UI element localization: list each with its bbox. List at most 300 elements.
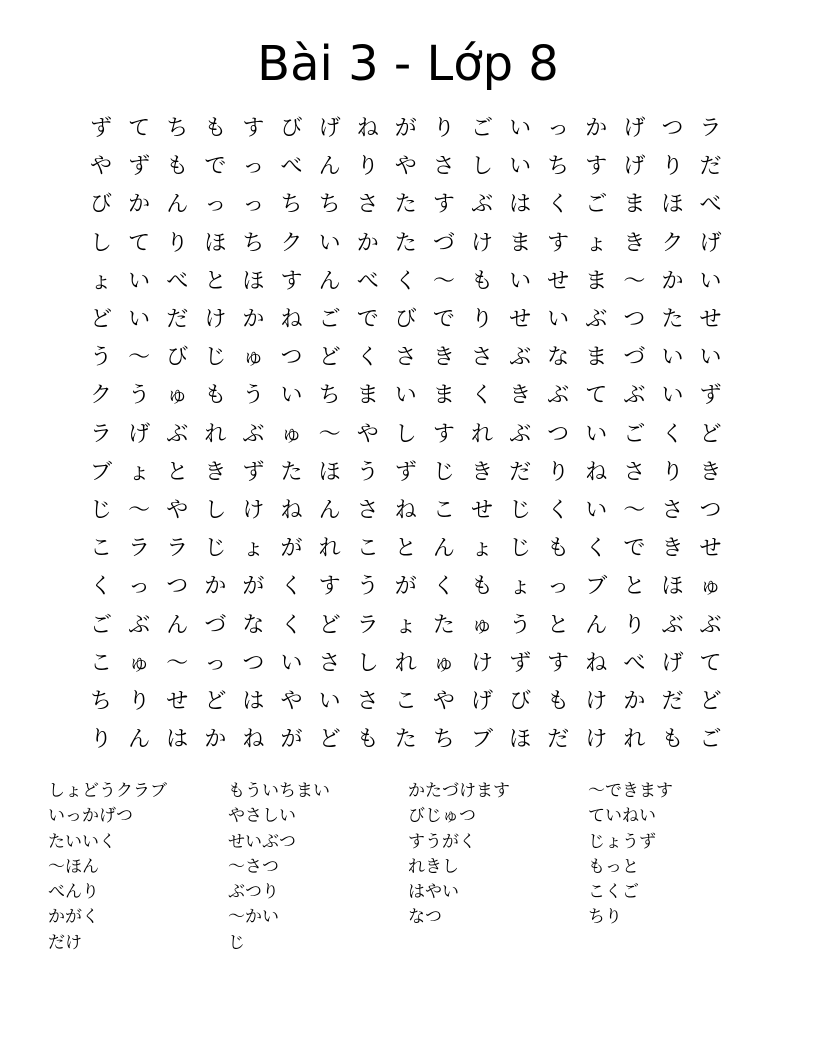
grid-cell: す [432,192,455,218]
grid-cell: ご [585,192,608,218]
grid-cell: れ [470,421,493,447]
grid-cell: ず [90,116,113,142]
grid-cell: す [585,154,608,180]
grid-cell: さ [432,154,455,180]
grid-cell: も [204,383,227,409]
grid-cell: け [242,497,265,523]
grid-cell: ん [318,268,341,294]
grid-cell: か [204,727,227,753]
word-list-item: じょうず [588,831,656,852]
grid-cell: と [547,612,570,638]
grid-cell: ん [166,612,189,638]
grid-cell: ね [242,727,265,753]
grid-cell: げ [128,421,151,447]
grid-cell: さ [470,345,493,371]
grid-cell: も [204,116,227,142]
grid-cell: ね [280,307,303,333]
grid-cell: じ [509,536,532,562]
grid-cell: て [128,230,151,256]
grid-cell: き [661,536,684,562]
grid-cell: ゅ [432,650,455,676]
grid-cell: ち [242,230,265,256]
grid-cell: ど [318,612,341,638]
grid-cell: だ [509,459,532,485]
grid-cell: ゅ [470,612,493,638]
grid-cell: が [242,574,265,600]
grid-cell: ク [280,230,303,256]
grid-cell: ブ [585,574,608,600]
grid-cell: べ [280,154,303,180]
grid-cell: び [166,345,189,371]
word-list-item: びじゅつ [408,806,476,827]
grid-cell: だ [547,727,570,753]
grid-cell: じ [432,459,455,485]
grid-cell: つ [699,497,722,523]
grid-cell: ち [432,727,455,753]
grid-cell: で [623,536,646,562]
grid-cell: で [204,154,227,180]
grid-cell: く [470,383,493,409]
grid-cell: き [470,459,493,485]
grid-row [82,225,742,263]
grid-cell: せ [166,688,189,714]
word-list-item: たいいく [48,831,116,852]
grid-cell: だ [661,688,684,714]
grid-cell: も [470,574,493,600]
grid-cell: ラ [356,612,379,638]
grid-cell: つ [547,421,570,447]
word-list-item: もっと [588,856,639,877]
grid-cell: ぶ [661,612,684,638]
word-list-item: べんり [48,882,99,903]
grid-cell: ほ [242,268,265,294]
grid-cell: っ [128,574,151,600]
grid-cell: し [204,497,227,523]
grid-cell: や [432,688,455,714]
grid-cell: ぶ [128,612,151,638]
grid-cell: り [547,459,570,485]
grid-cell: ほ [509,727,532,753]
grid-cell: た [394,230,417,256]
grid-cell: き [204,459,227,485]
word-list-item: せいぶつ [228,831,296,852]
grid-cell: ぶ [547,383,570,409]
grid-cell: じ [204,345,227,371]
grid-row [82,645,742,683]
grid-cell: す [547,230,570,256]
grid-cell: す [280,268,303,294]
grid-cell: ラ [128,536,151,562]
grid-cell: っ [242,192,265,218]
grid-cell: ど [318,345,341,371]
grid-cell: し [470,154,493,180]
grid-cell: く [432,574,455,600]
grid-cell: ま [585,268,608,294]
page-title: Bài 3 - Lớp 8 [257,36,559,92]
grid-cell: ね [280,497,303,523]
grid-cell: ん [318,154,341,180]
grid-cell: ぶ [623,383,646,409]
grid-cell: ょ [470,536,493,562]
grid-cell: い [128,268,151,294]
grid-cell: れ [394,650,417,676]
grid-cell: り [356,154,379,180]
grid-cell: く [661,421,684,447]
grid-cell: づ [623,345,646,371]
grid-cell: ん [432,536,455,562]
grid-cell: と [204,268,227,294]
word-search-grid [82,110,742,759]
grid-cell: 〜 [128,345,151,371]
word-list-item: しょどうクラブ [48,781,167,801]
grid-cell: ょ [90,268,113,294]
grid-cell: う [356,574,379,600]
grid-cell: い [585,497,608,523]
grid-cell: ち [280,192,303,218]
grid-cell: 〜 [432,268,455,294]
grid-row [82,186,742,224]
word-list-item: なつ [408,907,442,928]
grid-cell: せ [699,536,722,562]
word-list-item: ぶつり [228,882,279,903]
grid-cell: か [585,116,608,142]
grid-cell: い [280,650,303,676]
grid-cell: が [394,116,417,142]
grid-cell: か [356,230,379,256]
grid-cell: ち [166,116,189,142]
grid-cell: こ [90,650,113,676]
grid-cell: け [585,727,608,753]
grid-cell: て [128,116,151,142]
grid-cell: 〜 [318,421,341,447]
grid-cell: と [166,459,189,485]
grid-cell: く [547,497,570,523]
grid-cell: っ [547,574,570,600]
grid-cell: だ [699,154,722,180]
grid-cell: け [204,307,227,333]
grid-cell: さ [356,192,379,218]
word-list-item: やさしい [228,806,296,827]
grid-cell: づ [432,230,455,256]
grid-cell: じ [509,497,532,523]
grid-cell: ぶ [166,421,189,447]
grid-row [82,721,742,759]
grid-cell: ん [585,612,608,638]
grid-cell: べ [356,268,379,294]
grid-cell: こ [90,536,113,562]
grid-cell: ち [90,688,113,714]
grid-cell: ん [166,192,189,218]
grid-cell: れ [204,421,227,447]
grid-cell: な [547,345,570,371]
grid-cell: く [356,345,379,371]
grid-cell: っ [242,154,265,180]
grid-cell: い [509,268,532,294]
grid-cell: も [547,688,570,714]
grid-cell: ょ [128,459,151,485]
grid-cell: ぶ [585,307,608,333]
grid-cell: ま [585,345,608,371]
grid-cell: ま [356,383,379,409]
word-list-item: もういちまい [228,781,330,801]
grid-cell: ご [623,421,646,447]
grid-cell: ず [128,154,151,180]
grid-cell: 〜 [623,497,646,523]
grid-cell: く [394,268,417,294]
grid-cell: ぶ [470,192,493,218]
grid-cell: せ [547,268,570,294]
grid-cell: さ [661,497,684,523]
grid-cell: さ [623,459,646,485]
word-list-item: ちり [588,907,622,928]
grid-cell: す [432,421,455,447]
grid-cell: き [699,459,722,485]
word-list-item: こくご [588,882,639,903]
grid-cell: り [128,688,151,714]
grid-cell: れ [623,727,646,753]
grid-cell: け [470,230,493,256]
grid-cell: て [585,383,608,409]
grid-row [82,683,742,721]
grid-cell: か [661,268,684,294]
grid-cell: さ [394,345,417,371]
grid-cell: た [280,459,303,485]
word-list-item: 〜ほん [48,856,99,877]
grid-cell: れ [318,536,341,562]
grid-cell: し [356,650,379,676]
grid-row [82,301,742,339]
word-list-item: じ [228,932,245,953]
grid-cell: ず [394,459,417,485]
word-list-item: すうがく [408,831,476,852]
grid-cell: か [128,192,151,218]
grid-cell: げ [661,650,684,676]
grid-cell: ク [661,230,684,256]
grid-cell: で [356,307,379,333]
grid-cell: は [166,727,189,753]
grid-row [82,530,742,568]
grid-cell: ち [318,192,341,218]
word-list-item: いっかげつ [48,806,133,827]
grid-cell: ど [699,688,722,714]
word-list-column [408,779,588,956]
grid-cell: り [661,154,684,180]
grid-cell: ど [699,421,722,447]
grid-cell: せ [699,307,722,333]
grid-cell: う [90,345,113,371]
grid-cell: ほ [661,192,684,218]
grid-cell: ん [318,497,341,523]
grid-cell: い [280,383,303,409]
grid-cell: ま [432,383,455,409]
grid-cell: た [394,727,417,753]
grid-cell: く [90,574,113,600]
grid-cell: ず [699,383,722,409]
grid-cell: な [242,612,265,638]
grid-cell: び [280,116,303,142]
grid-cell: げ [318,116,341,142]
grid-cell: べ [166,268,189,294]
grid-cell: や [90,154,113,180]
grid-cell: ブ [90,459,113,485]
grid-cell: げ [470,688,493,714]
grid-row [82,339,742,377]
grid-cell: つ [661,116,684,142]
word-list-item: れきし [408,856,459,877]
grid-cell: け [470,650,493,676]
grid-cell: り [661,459,684,485]
grid-cell: い [661,383,684,409]
word-list-item: ていねい [588,806,656,827]
grid-cell: 〜 [128,497,151,523]
word-list-item: だけ [48,932,82,953]
grid-cell: い [699,268,722,294]
grid-cell: が [280,536,303,562]
grid-cell: い [509,116,532,142]
grid-cell: せ [470,497,493,523]
grid-cell: い [547,307,570,333]
grid-cell: か [623,688,646,714]
grid-cell: び [90,192,113,218]
grid-cell: も [661,727,684,753]
grid-cell: ど [90,307,113,333]
grid-cell: つ [242,650,265,676]
grid-cell: ゅ [280,421,303,447]
grid-cell: く [280,612,303,638]
grid-cell: ね [394,497,417,523]
grid-cell: ほ [661,574,684,600]
grid-cell: ご [90,612,113,638]
word-list-column [228,779,408,956]
grid-cell: も [547,536,570,562]
grid-cell: す [242,116,265,142]
grid-cell: が [280,727,303,753]
grid-cell: ラ [90,421,113,447]
grid-cell: ず [509,650,532,676]
grid-row [82,110,742,148]
grid-cell: す [547,650,570,676]
grid-cell: ゅ [166,383,189,409]
grid-cell: ご [318,307,341,333]
grid-cell: や [394,154,417,180]
grid-cell: や [280,688,303,714]
grid-cell: い [128,307,151,333]
grid-cell: ど [204,688,227,714]
grid-cell: き [509,383,532,409]
grid-cell: い [585,421,608,447]
grid-cell: た [394,192,417,218]
grid-row [82,492,742,530]
grid-cell: こ [356,536,379,562]
grid-cell: や [356,421,379,447]
grid-cell: と [623,574,646,600]
grid-cell: た [432,612,455,638]
grid-cell: ブ [470,727,493,753]
grid-cell: っ [547,116,570,142]
grid-cell: ま [509,230,532,256]
grid-cell: さ [318,650,341,676]
grid-cell: こ [394,688,417,714]
grid-cell: 〜 [166,650,189,676]
grid-cell: で [432,307,455,333]
grid-cell: う [356,459,379,485]
grid-cell: ク [90,383,113,409]
grid-cell: つ [280,345,303,371]
grid-cell: く [547,192,570,218]
grid-cell: ゅ [128,650,151,676]
grid-cell: も [356,727,379,753]
grid-cell: せ [509,307,532,333]
grid-row [82,454,742,492]
word-list-item: 〜かい [228,907,279,928]
grid-cell: か [204,574,227,600]
grid-cell: ご [470,116,493,142]
grid-cell: き [432,345,455,371]
grid-cell: つ [623,307,646,333]
grid-cell: い [394,383,417,409]
grid-cell: が [394,574,417,600]
grid-cell: ぶ [242,421,265,447]
grid-cell: と [394,536,417,562]
grid-cell: ど [318,727,341,753]
grid-cell: し [90,230,113,256]
word-list-item: 〜できます [588,781,673,801]
grid-row [82,263,742,301]
grid-cell: い [661,345,684,371]
grid-cell: っ [204,192,227,218]
grid-cell: げ [623,116,646,142]
grid-cell: ょ [509,574,532,600]
grid-row [82,416,742,454]
grid-cell: べ [699,192,722,218]
grid-cell: ず [242,459,265,485]
grid-cell: く [585,536,608,562]
grid-cell: や [166,497,189,523]
word-list [48,779,768,956]
grid-cell: げ [699,230,722,256]
grid-cell: じ [204,536,227,562]
word-list-column [48,779,228,956]
grid-cell: さ [356,497,379,523]
grid-cell: い [318,688,341,714]
grid-cell: ね [585,650,608,676]
word-list-item: かがく [48,907,99,928]
grid-cell: り [90,727,113,753]
grid-cell: ぶ [509,345,532,371]
grid-cell: つ [166,574,189,600]
grid-cell: っ [204,650,227,676]
grid-cell: は [509,192,532,218]
word-list-column [588,779,768,956]
grid-cell: も [166,154,189,180]
grid-cell: い [699,345,722,371]
grid-cell: い [509,154,532,180]
word-list-item: 〜さつ [228,856,279,877]
grid-cell: ゅ [242,345,265,371]
grid-cell: り [432,116,455,142]
grid-cell: じ [90,497,113,523]
grid-cell: び [509,688,532,714]
grid-row [82,568,742,606]
word-list-item: かたづけます [408,781,510,801]
grid-row [82,148,742,186]
grid-cell: も [470,268,493,294]
grid-cell: り [623,612,646,638]
grid-cell: 〜 [623,268,646,294]
grid-cell: り [166,230,189,256]
grid-row [82,606,742,644]
grid-cell: ほ [318,459,341,485]
